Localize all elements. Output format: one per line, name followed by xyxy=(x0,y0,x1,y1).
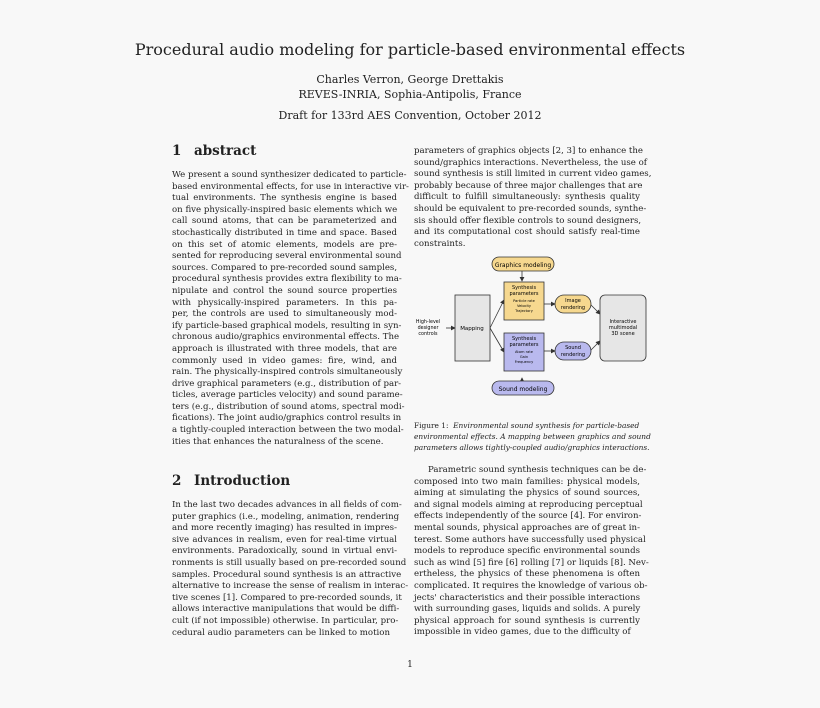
synthesis-parameters-graphics-node xyxy=(504,282,544,320)
text-line: on this set of atomic elements, models are pre- xyxy=(172,239,397,250)
sound-modeling-label: Sound modeling xyxy=(498,386,548,393)
interactive-label: Interactive xyxy=(609,319,637,325)
text-line: aiming at simulating the physics of sound sources, xyxy=(414,488,640,499)
rendering-label: rendering xyxy=(560,352,586,358)
introduction-paragraph-2 xyxy=(414,465,649,639)
text-line: ronments is still usually based on pre-recorded sound xyxy=(172,557,407,568)
interactive-scene-node xyxy=(600,295,646,361)
trajectory-label: Trajectory xyxy=(515,309,533,313)
caption-text: environmental effects. A mapping between graphics and sound xyxy=(414,432,651,441)
3d-scene-label: 3D scene xyxy=(611,331,635,337)
section-title: abstract xyxy=(194,143,257,159)
text-line: fications). The joint audio/graphics control results in xyxy=(172,413,402,424)
sound-label: Sound xyxy=(565,345,581,351)
section-title: Introduction xyxy=(194,473,291,489)
text-line: approach is illustrated with three models, that are xyxy=(172,343,397,354)
text-line: per, the controls are used to simultaneously mod- xyxy=(172,309,397,320)
text-line: on five physically-inspired basic elements which we xyxy=(172,204,398,215)
caption-label: Figure 1: xyxy=(414,421,449,430)
text-line: physical approach for sound synthesis is currently xyxy=(414,615,640,626)
paper-title: Procedural audio modeling for particle-based environmental effects xyxy=(134,40,686,59)
text-line: and its computational cost should satisfy real-time xyxy=(414,227,640,238)
particle-rate-label: Particle rate xyxy=(513,299,535,303)
draft-note: Draft for 133rd AES Convention, October 2012 xyxy=(278,109,542,122)
affiliation: REVES-INRIA, Sophia-Antipolis, France xyxy=(298,88,522,101)
text-line: models to reproduce specific environmental sounds xyxy=(414,546,640,557)
introduction-paragraph xyxy=(172,500,409,639)
text-line: ify particle-based graphical models, resulting in syn- xyxy=(172,320,402,331)
text-line: composed into two main families: physical models, xyxy=(414,476,640,487)
text-line: samples. Procedural sound synthesis is an attractive xyxy=(172,569,402,580)
section-heading-abstract xyxy=(172,143,256,159)
text-line: Parametric sound synthesis techniques can be de- xyxy=(428,465,647,475)
text-line: cult (if not impossible) otherwise. In particular, pro- xyxy=(172,615,399,626)
sound-rendering-node xyxy=(555,342,591,360)
text-line: sources. Compared to pre-recorded sound samples, xyxy=(172,262,398,273)
high-level-label-2: designer xyxy=(417,326,439,331)
image-label: Image xyxy=(565,298,581,304)
velocity-label: Velocity xyxy=(516,304,532,308)
mapping-node xyxy=(455,295,490,361)
text-line: based environmental effects, for use in interactive vir- xyxy=(172,181,409,192)
graphics-modeling-label: Graphics modeling xyxy=(494,262,552,269)
atom-rate-label: Atom rate xyxy=(515,350,533,354)
text-line: sented for reproducing several environmental sound xyxy=(172,251,402,262)
text-line: commonly used in video games: fire, wind, and xyxy=(172,355,397,366)
text-line: chronous audio/graphics environmental effects. The xyxy=(172,332,400,343)
text-line: allows interactive manipulations that would be diffi- xyxy=(172,604,400,615)
mapping-label: Mapping xyxy=(460,326,484,332)
text-line: tive scenes [1]. Compared to pre-recorded sounds, it xyxy=(172,592,402,603)
synthesis-label-2: parameters xyxy=(509,291,539,297)
page-number: 1 xyxy=(407,660,413,670)
frequency-label: Frequency xyxy=(514,360,534,364)
text-line: sound synthesis is still limited in current video games, xyxy=(414,169,652,180)
text-line: puter graphics (i.e., modeling, animation, rendering xyxy=(172,511,400,522)
text-line: sive advances in realism, even for real-time virtual xyxy=(172,534,397,545)
text-line: complicated. It requires the knowledge of various ob- xyxy=(414,580,648,591)
text-line: with physically-inspired parameters. In this pa- xyxy=(172,297,397,308)
text-line: alternative to increase the sense of realism in interac- xyxy=(172,581,409,592)
text-line: such as wind [5] fire [6] rolling [7] or liquids [8]. Nev- xyxy=(414,557,649,568)
text-line: call sound atoms, that can be parameterized and xyxy=(172,216,397,227)
text-line: constraints. xyxy=(414,238,466,249)
text-line: a tightly-coupled interaction between the two modal- xyxy=(172,425,404,436)
text-line: jects' characteristics and their possible interactions xyxy=(414,592,641,603)
text-line: impossible in video games, due to the difficulty of xyxy=(414,627,631,638)
rendering-label: rendering xyxy=(560,305,586,311)
text-line: mental sounds, physical approaches are of great in- xyxy=(414,522,640,533)
gain-label: Gain xyxy=(519,355,529,359)
image-rendering-node xyxy=(555,295,591,313)
caption-text: parameters allows tightly-coupled audio/graphics interactions. xyxy=(414,443,650,452)
text-line: tual environments. The synthesis engine is based xyxy=(172,193,397,204)
section-number: 2 xyxy=(172,473,182,489)
text-line: with surrounding gases, liquids and solids. A purely xyxy=(414,604,641,615)
text-line: We present a sound synthesizer dedicated to particle- xyxy=(172,170,407,180)
text-line: and signal models aiming at reproducing perceptual xyxy=(414,499,643,510)
figure-caption xyxy=(414,420,651,453)
text-line: ertheless, the physics of these phenomena is often xyxy=(414,569,640,580)
synthesis-parameters-sound-node xyxy=(504,333,544,371)
text-line: procedural synthesis provides extra flexibility to ma- xyxy=(172,274,402,285)
text-line: should be equivalent to pre-recorded sounds, synthe- xyxy=(414,203,647,214)
high-level-label-1: High-level xyxy=(415,320,441,325)
text-line: effects independently of the source [4]. For environ- xyxy=(414,511,642,522)
introduction-continued-paragraph xyxy=(414,146,652,250)
high-level-controls-node xyxy=(416,319,440,337)
text-line: ters (e.g., distribution of sound atoms, spectral modi- xyxy=(172,401,405,412)
caption-line xyxy=(414,420,640,431)
text-line: nipulate and control the sound source properties xyxy=(172,285,397,296)
caption-text: Environmental sound synthesis for particle-based xyxy=(453,421,640,430)
synthesis-label-1: Synthesis xyxy=(511,336,537,342)
section-number: 1 xyxy=(172,143,182,159)
text-line: rain. The physically-inspired controls simultaneously xyxy=(172,367,403,378)
figure-1-diagram xyxy=(410,252,655,407)
text-line: parameters of graphics objects [2, 3] to enhance the xyxy=(414,146,643,156)
text-line: In the last two decades advances in all fields of com- xyxy=(172,500,402,510)
authors: Charles Verron, George Drettakis xyxy=(316,73,504,86)
text-line: sound/graphics interactions. Nevertheless, the use of xyxy=(414,157,647,168)
text-line: difficult to fulfill simultaneously: synthesis quality xyxy=(414,192,640,203)
text-line: environments. Paradoxically, sound in virtual envi- xyxy=(172,546,397,557)
caption-line xyxy=(414,431,651,442)
text-line: cedural audio parameters can be linked to motion xyxy=(172,627,391,638)
section-heading-introduction xyxy=(172,473,290,489)
text-line: terest. Some authors have successfully used physical xyxy=(414,534,646,545)
synthesis-label-1: Synthesis xyxy=(511,285,537,291)
text-line: ticles, average particles velocity) and sound parame- xyxy=(172,390,403,401)
author-block xyxy=(0,72,820,102)
text-line: stochastically distributed in time and space. Based xyxy=(172,227,397,238)
sound-modeling-node xyxy=(492,381,554,395)
high-level-label-3: controls xyxy=(418,332,438,337)
text-line: and more recently imaging) has resulted in impres- xyxy=(172,523,397,534)
abstract-paragraph xyxy=(172,170,409,448)
graphics-modeling-node xyxy=(492,257,554,271)
multimodal-label: multimodal xyxy=(608,325,638,331)
synthesis-label-2: parameters xyxy=(509,342,539,348)
text-line: sis should offer flexible controls to sound designers, xyxy=(414,215,642,226)
text-line: probably because of three major challenges that are xyxy=(414,180,643,191)
caption-line xyxy=(414,442,650,453)
text-line: drive graphical parameters (e.g., distribution of par- xyxy=(172,378,402,389)
text-line: ities that enhances the naturalness of the scene. xyxy=(172,436,384,447)
